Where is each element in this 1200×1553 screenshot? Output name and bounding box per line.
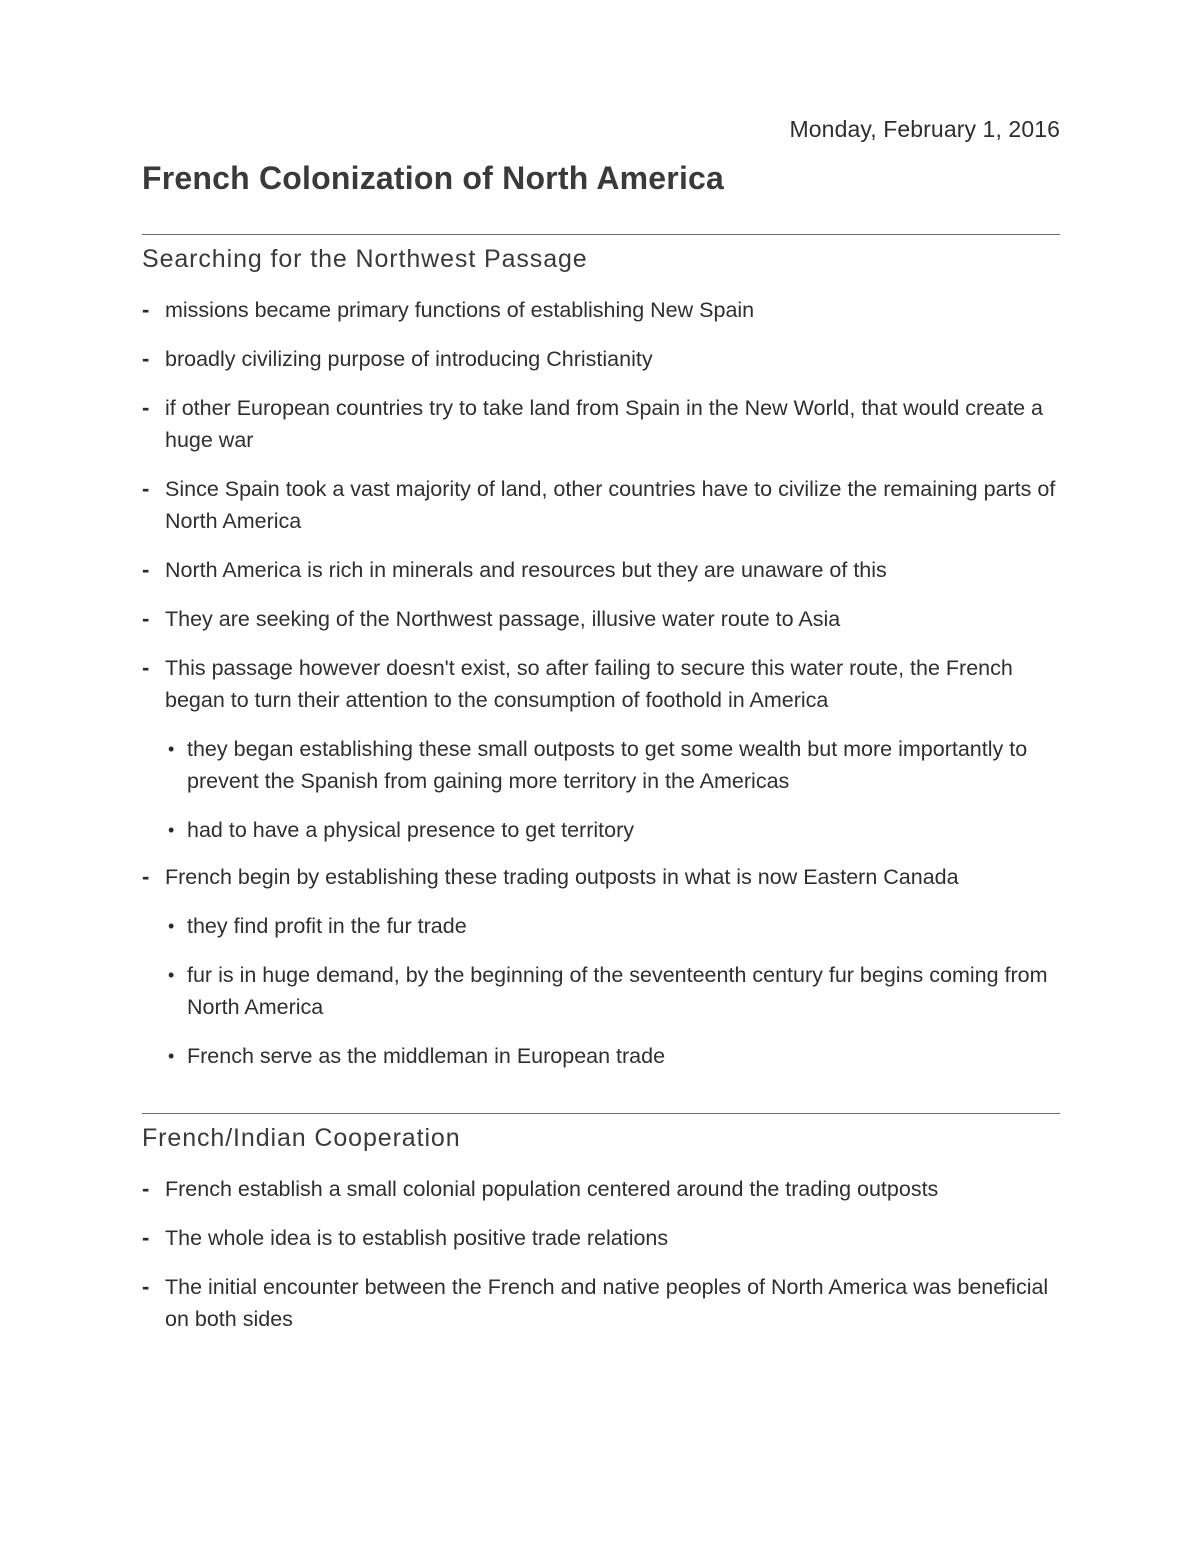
dash-bullet-icon: - <box>142 1225 150 1250</box>
sub-list-item <box>142 733 1060 797</box>
list-item <box>142 554 1060 586</box>
dash-bullet-icon: - <box>142 1274 150 1299</box>
dot-bullet-icon: • <box>168 965 175 985</box>
list-item-text: they began establishing these small outposts to get some wealth but more importantly to prevent the Spanish from gaining more territory in the Americas <box>187 737 1028 793</box>
list-item <box>142 603 1060 635</box>
dot-bullet-icon: • <box>168 739 175 759</box>
list-item-text: they find profit in the fur trade <box>187 914 467 938</box>
list-item-text: North America is rich in minerals and resources but they are unaware of this <box>165 558 887 582</box>
list-item-text: They are seeking of the Northwest passage, illusive water route to Asia <box>165 607 841 631</box>
list-item-text: The whole idea is to establish positive trade relations <box>165 1226 669 1250</box>
section-northwest-passage <box>142 234 1060 1072</box>
dash-bullet-icon: - <box>142 476 150 501</box>
list-item <box>142 861 1060 893</box>
list-item <box>142 473 1060 537</box>
list-item <box>142 652 1060 716</box>
dash-bullet-icon: - <box>142 655 150 680</box>
note-date: Monday, February 1, 2016 <box>789 116 1060 142</box>
section-divider <box>142 1113 1060 1114</box>
dot-bullet-icon: • <box>168 820 175 840</box>
list-item-text: fur is in huge demand, by the beginning of the seventeenth century fur begins coming from North America <box>187 963 1048 1019</box>
list-item-text: French begin by establishing these trading outposts in what is now Eastern Canada <box>165 865 959 889</box>
dash-bullet-icon: - <box>142 864 150 889</box>
list-item <box>142 392 1060 456</box>
dot-bullet-icon: • <box>168 1046 175 1066</box>
sub-list-item <box>142 959 1060 1023</box>
list-item-text: missions became primary functions of establishing New Spain <box>165 298 755 322</box>
dash-bullet-icon: - <box>142 395 150 420</box>
section-heading: French/Indian Cooperation <box>142 1124 461 1152</box>
page-title: French Colonization of North America <box>142 160 725 196</box>
sub-list-item <box>142 910 1060 942</box>
dash-bullet-icon: - <box>142 557 150 582</box>
list-item-text: if other European countries try to take land from Spain in the New World, that would create a huge war <box>165 396 1043 452</box>
dot-bullet-icon: • <box>168 916 175 936</box>
list-item <box>142 294 1060 326</box>
list-item-text: Since Spain took a vast majority of land, other countries have to civilize the remaining parts of North America <box>165 477 1056 533</box>
dash-bullet-icon: - <box>142 346 150 371</box>
list-item-text: French establish a small colonial population centered around the trading outposts <box>165 1177 939 1201</box>
section-french-indian-cooperation <box>142 1113 1060 1335</box>
dash-bullet-icon: - <box>142 606 150 631</box>
dash-bullet-icon: - <box>142 297 150 322</box>
sub-list-item <box>142 814 1060 846</box>
list-item-text: broadly civilizing purpose of introducing Christianity <box>165 347 653 371</box>
list-item-text: The initial encounter between the French and native peoples of North America was beneficial on both sides <box>165 1275 1049 1331</box>
section-divider <box>142 234 1060 235</box>
list-item-text: French serve as the middleman in European trade <box>187 1044 666 1068</box>
list-item <box>142 1173 1060 1205</box>
list-item <box>142 1271 1060 1335</box>
sub-list-item <box>142 1040 1060 1072</box>
dash-bullet-icon: - <box>142 1176 150 1201</box>
list-item <box>142 343 1060 375</box>
section-heading: Searching for the Northwest Passage <box>142 245 588 273</box>
list-item <box>142 1222 1060 1254</box>
list-item-text: had to have a physical presence to get territory <box>187 818 634 842</box>
list-item-text: This passage however doesn't exist, so after failing to secure this water route, the French began to turn their attention to the consumption of foothold in America <box>165 656 1013 712</box>
